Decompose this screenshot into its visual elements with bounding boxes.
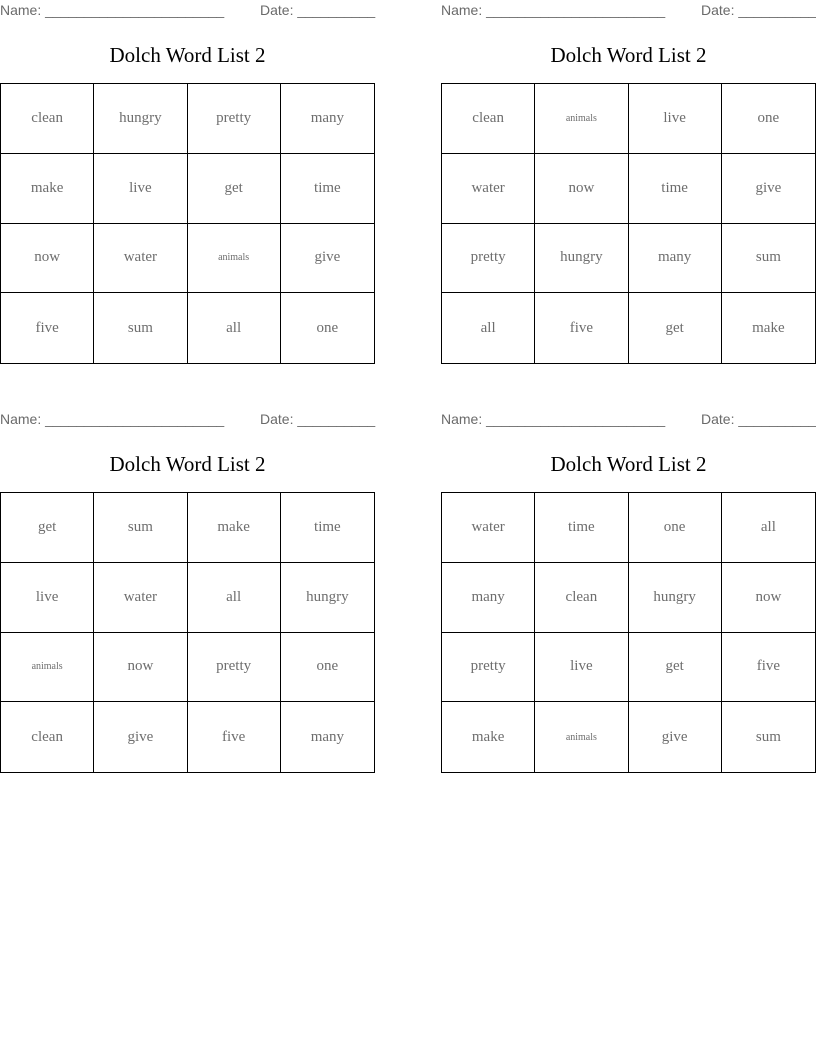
word-cell: clean — [442, 84, 535, 154]
word-cell: now — [535, 154, 628, 224]
card-header — [0, 411, 375, 429]
word-cell: now — [1, 224, 94, 294]
word-cell: animals — [535, 84, 628, 154]
word-cell: water — [442, 154, 535, 224]
word-grid — [441, 83, 816, 364]
word-cell: water — [442, 493, 535, 563]
word-cell: animals — [188, 224, 281, 294]
word-cell: make — [188, 493, 281, 563]
word-cell: sum — [722, 224, 815, 294]
word-cell: get — [1, 493, 94, 563]
word-cell: animals — [1, 633, 94, 703]
date-field[interactable]: Date: __________ — [701, 411, 816, 427]
word-cell: live — [629, 84, 722, 154]
card-header — [441, 411, 816, 429]
word-cell: sum — [94, 293, 187, 363]
word-cell: one — [281, 633, 374, 703]
card-header — [0, 2, 375, 20]
word-cell: get — [629, 633, 722, 703]
word-cell: time — [629, 154, 722, 224]
word-cell: five — [1, 293, 94, 363]
word-cell: water — [94, 224, 187, 294]
word-cell: get — [188, 154, 281, 224]
bingo-card — [441, 0, 816, 364]
date-field[interactable]: Date: __________ — [260, 2, 376, 18]
word-cell: give — [722, 154, 815, 224]
word-cell: five — [535, 293, 628, 363]
word-cell: all — [188, 293, 281, 363]
name-field[interactable]: Name: _______________________ — [0, 411, 225, 427]
word-cell: many — [442, 563, 535, 633]
name-field[interactable]: Name: _______________________ — [441, 411, 666, 427]
word-cell: five — [722, 633, 815, 703]
word-cell: all — [722, 493, 815, 563]
word-cell: get — [629, 293, 722, 363]
word-cell: time — [281, 493, 374, 563]
word-cell: one — [629, 493, 722, 563]
word-cell: pretty — [442, 633, 535, 703]
bingo-card — [0, 409, 375, 773]
bingo-card — [0, 0, 375, 364]
name-field[interactable]: Name: _______________________ — [441, 2, 666, 18]
word-cell: give — [281, 224, 374, 294]
word-cell: clean — [1, 84, 94, 154]
card-title: Dolch Word List 2 — [109, 452, 266, 476]
word-cell: live — [535, 633, 628, 703]
name-field[interactable]: Name: _______________________ — [0, 2, 225, 18]
date-field[interactable]: Date: __________ — [260, 411, 376, 427]
bingo-card — [441, 409, 816, 773]
word-cell: all — [188, 563, 281, 633]
word-cell: hungry — [94, 84, 187, 154]
word-cell: give — [629, 702, 722, 772]
word-cell: clean — [535, 563, 628, 633]
word-cell: hungry — [281, 563, 374, 633]
word-cell: five — [188, 702, 281, 772]
word-cell: make — [752, 319, 785, 336]
word-cell: hungry — [629, 563, 722, 633]
word-cell: make — [1, 154, 94, 224]
word-cell: one — [722, 84, 815, 154]
word-cell: pretty — [188, 633, 281, 703]
word-cell: many — [629, 224, 722, 294]
card-title: Dolch Word List 2 — [550, 452, 707, 476]
card-title: Dolch Word List 2 — [109, 43, 266, 67]
word-cell: water — [94, 563, 187, 633]
word-cell: many — [310, 728, 345, 745]
word-cell: give — [94, 702, 187, 772]
word-cell: now — [722, 563, 815, 633]
word-cell: clean — [1, 702, 94, 772]
word-cell: live — [94, 154, 187, 224]
date-field[interactable]: Date: __________ — [701, 2, 816, 18]
word-grid — [441, 492, 816, 773]
word-cell: make — [442, 702, 535, 772]
card-header — [441, 2, 816, 20]
word-cell: time — [281, 154, 374, 224]
word-cell: one — [316, 319, 339, 336]
word-grid — [0, 492, 375, 773]
word-cell: pretty — [442, 224, 535, 294]
word-cell: live — [1, 563, 94, 633]
word-cell: animals — [535, 702, 628, 772]
word-grid — [0, 83, 375, 364]
word-cell: time — [535, 493, 628, 563]
word-cell: hungry — [535, 224, 628, 294]
word-cell: now — [94, 633, 187, 703]
word-cell: sum — [755, 728, 781, 745]
word-cell: sum — [94, 493, 187, 563]
word-cell: all — [442, 293, 535, 363]
word-cell: pretty — [188, 84, 281, 154]
card-title: Dolch Word List 2 — [550, 43, 707, 67]
word-cell: many — [281, 84, 374, 154]
